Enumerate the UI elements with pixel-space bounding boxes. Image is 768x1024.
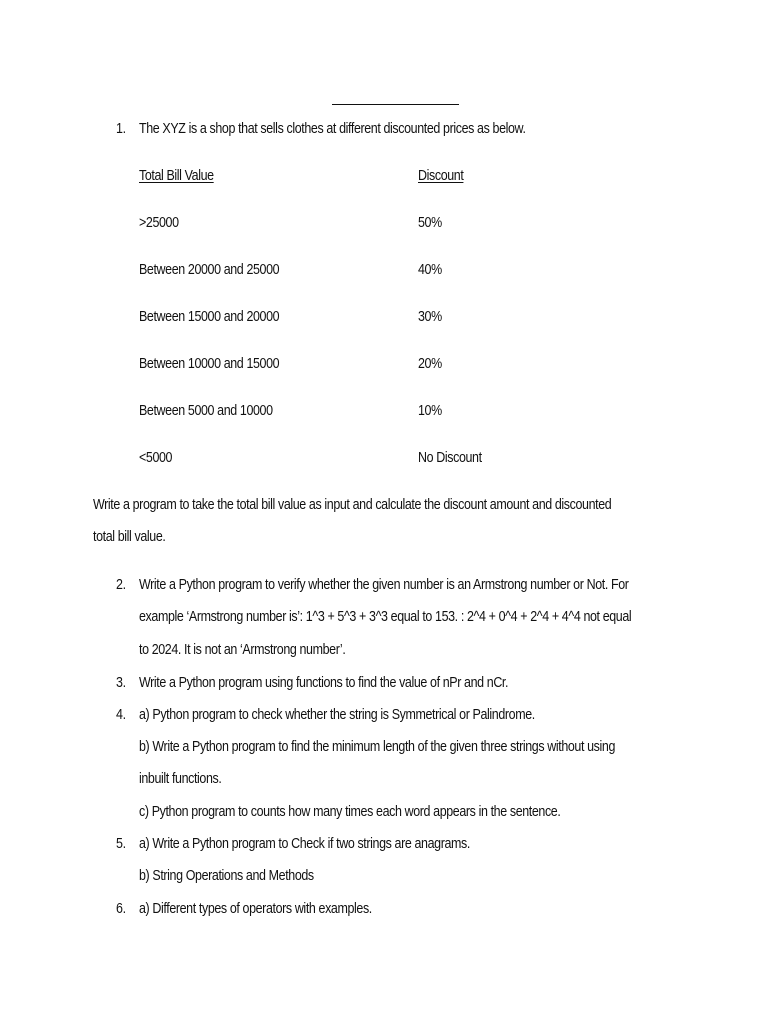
table-row-bill: Between 20000 and 25000 — [139, 262, 280, 278]
q6-number: 6. — [116, 901, 126, 917]
table-row-bill: Between 5000 and 10000 — [139, 403, 273, 419]
q4-number: 4. — [116, 707, 126, 723]
top-rule — [332, 104, 459, 105]
table-row-bill: <5000 — [139, 450, 173, 466]
table-row-discount: 10% — [418, 403, 442, 419]
q4-a: a) Python program to check whether the string is Symmetrical or Palindrome. — [139, 707, 535, 723]
q2-line2: example ‘Armstrong number is’: 1^3 + 5^3 + 3^3 equal to 153. : 2^4 + 0^4 + 2^4 + 4^4 not equal — [139, 609, 632, 625]
q6-a: a) Different types of operators with examples. — [139, 901, 372, 917]
q3-number: 3. — [116, 675, 126, 691]
q5-number: 5. — [116, 836, 126, 852]
q4-c: c) Python program to counts how many times each word appears in the sentence. — [139, 804, 561, 820]
q1-number: 1. — [116, 121, 126, 137]
table-header-bill: Total Bill Value — [139, 168, 214, 184]
q4-b-line2: inbuilt functions. — [139, 771, 222, 787]
q5-b: b) String Operations and Methods — [139, 868, 314, 884]
q5-a: a) Write a Python program to Check if two strings are anagrams. — [139, 836, 470, 852]
q2-number: 2. — [116, 577, 126, 593]
q3-line1: Write a Python program using functions to find the value of nPr and nCr. — [139, 675, 509, 691]
table-row-discount: 40% — [418, 262, 442, 278]
q1-task-line2: total bill value. — [93, 529, 166, 545]
q2-line3: to 2024. It is not an ‘Armstrong number’. — [139, 642, 346, 658]
q1-text: The XYZ is a shop that sells clothes at different discounted prices as below. — [139, 121, 526, 137]
table-row-bill: Between 10000 and 15000 — [139, 356, 280, 372]
table-row-bill: >25000 — [139, 215, 179, 231]
table-header-discount: Discount — [418, 168, 464, 184]
table-row-discount: 50% — [418, 215, 442, 231]
q1-task-line1: Write a program to take the total bill value as input and calculate the discount amount and discounted — [93, 497, 612, 513]
table-row-discount: No Discount — [418, 450, 482, 466]
table-row-discount: 20% — [418, 356, 442, 372]
table-row-bill: Between 15000 and 20000 — [139, 309, 280, 325]
table-row-discount: 30% — [418, 309, 442, 325]
q2-line1: Write a Python program to verify whether the given number is an Armstrong number or Not. For — [139, 577, 629, 593]
q4-b-line1: b) Write a Python program to find the minimum length of the given three strings without using — [139, 739, 616, 755]
